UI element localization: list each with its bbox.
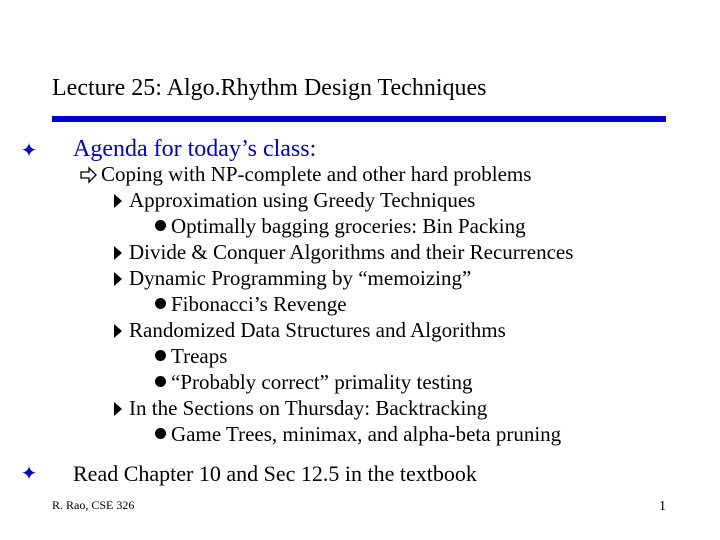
fibonacci-item: Fibonacci’s Revenge xyxy=(171,292,347,316)
reading-item: Read Chapter 10 and Sec 12.5 in the textbook xyxy=(73,461,477,486)
bin-packing-item: Optimally bagging groceries: Bin Packing xyxy=(171,214,526,238)
four-point-star-icon: ✦ xyxy=(20,463,38,485)
triangle-bullet-icon xyxy=(111,240,125,266)
dynamic-programming-item: Dynamic Programming by “memoizing” xyxy=(129,266,472,290)
treaps-item: Treaps xyxy=(171,344,228,368)
game-trees-item: Game Trees, minimax, and alpha-beta pruning xyxy=(171,422,562,446)
agenda-heading-text: Agenda for today’s class: xyxy=(73,136,317,162)
page-number: 1 xyxy=(659,499,666,514)
divide-conquer-item: Divide & Conquer Algorithms and their Recurrences xyxy=(129,240,574,264)
filled-circle-icon xyxy=(155,428,166,439)
triangle-bullet-icon xyxy=(111,396,125,422)
hollow-arrow-icon xyxy=(80,162,98,188)
title-underline-bar xyxy=(52,116,666,122)
sections-item: In the Sections on Thursday: Backtracking xyxy=(129,396,488,420)
randomized-item: Randomized Data Structures and Algorithms xyxy=(129,318,506,342)
four-point-star-icon: ✦ xyxy=(20,140,38,162)
title-underline xyxy=(52,116,666,122)
triangle-bullet-icon xyxy=(111,318,125,344)
filled-circle-icon xyxy=(155,350,166,361)
filled-circle-icon xyxy=(155,220,166,231)
primality-item: “Probably correct” primality testing xyxy=(171,370,473,394)
approximation-item: Approximation using Greedy Techniques xyxy=(129,188,476,212)
agenda-heading xyxy=(73,134,316,164)
triangle-bullet-icon xyxy=(111,266,125,292)
triangle-bullet-icon xyxy=(111,188,125,214)
filled-circle-icon xyxy=(155,298,166,309)
coping-item: Coping with NP-complete and other hard problems xyxy=(101,162,532,186)
slide-title: Lecture 25: Algo.Rhythm Design Techniques xyxy=(52,75,487,101)
footer-author: R. Rao, CSE 326 xyxy=(52,498,135,512)
filled-circle-icon xyxy=(155,376,166,387)
